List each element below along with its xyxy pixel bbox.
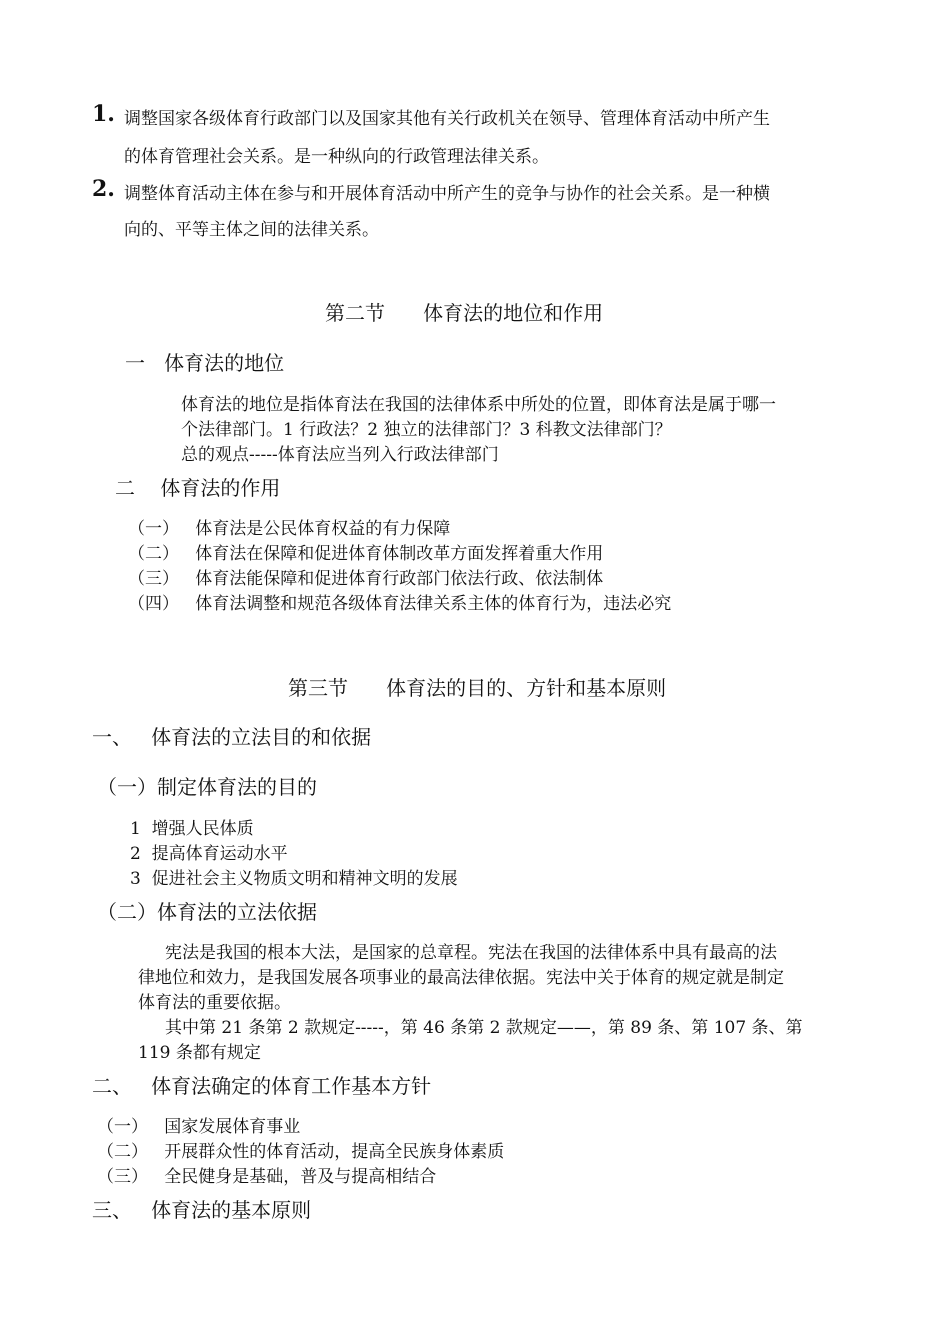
basis-para1-line3: 体育法的重要依据。 — [138, 993, 291, 1013]
purpose-item: 2 提高体育运动水平 — [130, 844, 288, 864]
section2-role-item: （二） 体育法在保障和促进体育体制改革方面发挥着重大作用 — [128, 544, 604, 564]
basis-para1-line2: 律地位和效力，是我国发展各项事业的最高法律依据。宪法中关于体育的规定就是制定 — [138, 968, 784, 988]
section3-heading: 第三节 体育法的目的、方针和基本原则 — [288, 676, 667, 700]
policy-item: （二） 开展群众性的体育活动，提高全民族身体素质 — [97, 1142, 505, 1162]
list-item-2-line1: 调整体育活动主体在参与和开展体育活动中所产生的竞争与协作的社会关系。是一种横 — [124, 184, 770, 204]
policy-item: （一） 国家发展体育事业 — [97, 1117, 301, 1137]
section2-sub1-line2: 个法律部门。1 行政法？2 独立的法律部门？3 科教文法律部门？ — [181, 420, 672, 440]
section2-sub2-heading: 二 体育法的作用 — [115, 476, 281, 500]
basis-para2-line1: 其中第 21 条第 2 款规定-----，第 46 条第 2 款规定——，第 89 条、第 107 条、第 — [165, 1018, 803, 1038]
basis-para1-line1: 宪法是我国的根本大法，是国家的总章程。宪法在我国的法律体系中具有最高的法 — [165, 943, 777, 963]
section3-part1-sub1-heading: （一）制定体育法的目的 — [97, 775, 317, 799]
section3-part2-heading: 二、 体育法确定的体育工作基本方针 — [92, 1074, 432, 1098]
section3-part1-sub2-heading: （二）体育法的立法依据 — [97, 900, 317, 924]
section3-part3-heading: 三、 体育法的基本原则 — [92, 1198, 312, 1222]
list-item-1-line2: 的体育管理社会关系。是一种纵向的行政管理法律关系。 — [124, 147, 549, 167]
list-number-2: 2. — [92, 176, 115, 202]
section2-role-item: （三） 体育法能保障和促进体育行政部门依法行政、依法制体 — [128, 569, 604, 589]
section2-role-item: （一） 体育法是公民体育权益的有力保障 — [128, 519, 451, 539]
list-number-1: 1. — [92, 101, 115, 127]
list-item-2-line2: 向的、平等主体之间的法律关系。 — [124, 220, 379, 240]
section2-heading: 第二节 体育法的地位和作用 — [325, 301, 604, 325]
section2-role-item: （四） 体育法调整和规范各级体育法律关系主体的体育行为，违法必究 — [128, 594, 672, 614]
basis-para2-line2: 119 条都有规定 — [138, 1043, 261, 1063]
purpose-item: 1 增强人民体质 — [130, 819, 254, 839]
section3-part1-heading: 一、 体育法的立法目的和依据 — [92, 725, 372, 749]
section2-sub1-line1: 体育法的地位是指体育法在我国的法律体系中所处的位置，即体育法是属于哪一 — [181, 395, 776, 415]
purpose-item: 3 促进社会主义物质文明和精神文明的发展 — [130, 869, 458, 889]
section2-sub1-line3: 总的观点-----体育法应当列入行政法律部门 — [181, 445, 499, 465]
policy-item: （三） 全民健身是基础，普及与提高相结合 — [97, 1167, 437, 1187]
list-item-1-line1: 调整国家各级体育行政部门以及国家其他有关行政机关在领导、管理体育活动中所产生 — [124, 109, 770, 129]
section2-sub1-heading: 一 体育法的地位 — [125, 351, 285, 375]
